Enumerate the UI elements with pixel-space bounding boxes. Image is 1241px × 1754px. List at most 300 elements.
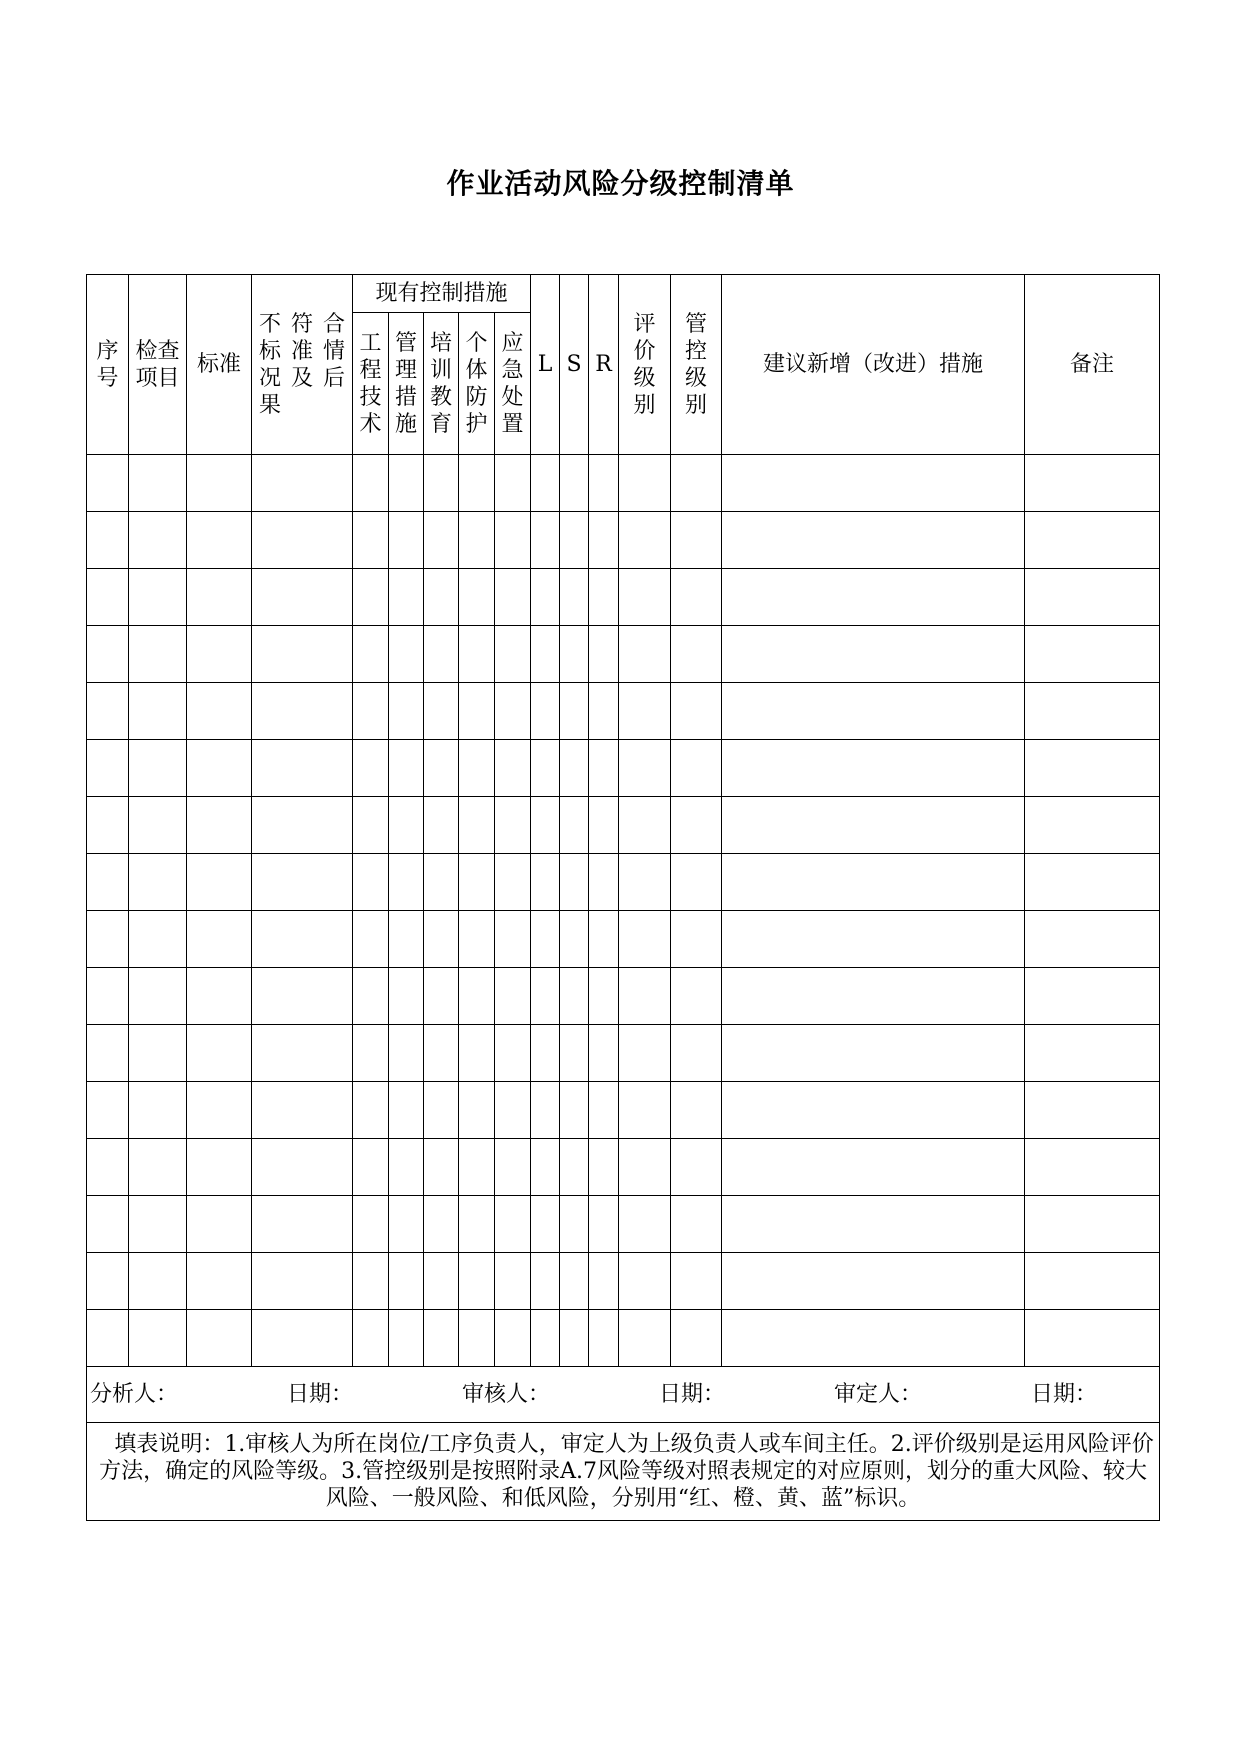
- table-cell[interactable]: [722, 626, 1025, 683]
- table-cell[interactable]: [722, 1253, 1025, 1310]
- signature-row: [87, 1367, 1160, 1423]
- table-cell[interactable]: [619, 455, 671, 512]
- table-cell[interactable]: [619, 512, 671, 569]
- table-cell[interactable]: [87, 1025, 129, 1082]
- header-control-management: 管理措施: [389, 313, 424, 455]
- table-cell[interactable]: [129, 740, 187, 797]
- table-cell[interactable]: [129, 626, 187, 683]
- table-cell[interactable]: [619, 911, 671, 968]
- table-cell[interactable]: [560, 512, 589, 569]
- table-cell[interactable]: [671, 455, 722, 512]
- table-cell[interactable]: [495, 626, 531, 683]
- table-cell[interactable]: [589, 683, 619, 740]
- table-cell[interactable]: [252, 1139, 353, 1196]
- table-cell[interactable]: [671, 740, 722, 797]
- table-cell[interactable]: [187, 626, 252, 683]
- table-cell[interactable]: [619, 569, 671, 626]
- table-cell[interactable]: [252, 968, 353, 1025]
- table-cell[interactable]: [424, 512, 459, 569]
- table-cell[interactable]: [560, 854, 589, 911]
- table-cell[interactable]: [589, 740, 619, 797]
- table-cell[interactable]: [589, 1310, 619, 1367]
- table-cell[interactable]: [671, 683, 722, 740]
- table-cell[interactable]: [459, 968, 495, 1025]
- table-cell[interactable]: [252, 626, 353, 683]
- table-cell[interactable]: [531, 626, 560, 683]
- table-cell[interactable]: [459, 1310, 495, 1367]
- table-row: [87, 1196, 1160, 1253]
- table-row: [87, 455, 1160, 512]
- table-cell[interactable]: [531, 1196, 560, 1253]
- table-cell[interactable]: [495, 740, 531, 797]
- table-cell[interactable]: [495, 968, 531, 1025]
- table-cell[interactable]: [389, 683, 424, 740]
- table-cell[interactable]: [187, 1025, 252, 1082]
- table-cell[interactable]: [129, 968, 187, 1025]
- table-cell[interactable]: [353, 683, 389, 740]
- table-cell[interactable]: [389, 1025, 424, 1082]
- table-cell[interactable]: [495, 512, 531, 569]
- table-cell[interactable]: [619, 797, 671, 854]
- table-cell[interactable]: [87, 1253, 129, 1310]
- table-cell[interactable]: [424, 1025, 459, 1082]
- table-cell[interactable]: [1025, 683, 1160, 740]
- table-cell[interactable]: [424, 854, 459, 911]
- table-cell[interactable]: [424, 797, 459, 854]
- risk-control-table: [86, 274, 1160, 1521]
- table-cell[interactable]: [495, 911, 531, 968]
- table-cell[interactable]: [1025, 1253, 1160, 1310]
- table-cell[interactable]: [459, 797, 495, 854]
- table-cell[interactable]: [353, 797, 389, 854]
- table-cell[interactable]: [252, 854, 353, 911]
- table-cell[interactable]: [531, 1025, 560, 1082]
- table-cell[interactable]: [619, 1253, 671, 1310]
- header-standard: 标准: [187, 275, 252, 455]
- header-controls-group: 现有控制措施: [353, 275, 531, 313]
- table-cell[interactable]: [722, 1082, 1025, 1139]
- table-cell[interactable]: [671, 1139, 722, 1196]
- table-cell[interactable]: [671, 512, 722, 569]
- table-cell[interactable]: [619, 1082, 671, 1139]
- table-cell[interactable]: [531, 1310, 560, 1367]
- table-cell[interactable]: [560, 683, 589, 740]
- table-cell[interactable]: [722, 968, 1025, 1025]
- table-cell[interactable]: [1025, 740, 1160, 797]
- table-cell[interactable]: [424, 968, 459, 1025]
- table-cell[interactable]: [389, 968, 424, 1025]
- table-cell[interactable]: [619, 740, 671, 797]
- table-cell[interactable]: [459, 1082, 495, 1139]
- table-cell[interactable]: [129, 1253, 187, 1310]
- table-cell[interactable]: [87, 1196, 129, 1253]
- table-cell[interactable]: [589, 1196, 619, 1253]
- table-cell[interactable]: [252, 740, 353, 797]
- table-cell[interactable]: [129, 512, 187, 569]
- table-cell[interactable]: [619, 626, 671, 683]
- table-cell[interactable]: [531, 569, 560, 626]
- table-cell[interactable]: [1025, 569, 1160, 626]
- table-cell[interactable]: [353, 1310, 389, 1367]
- table-cell[interactable]: [1025, 1025, 1160, 1082]
- table-cell[interactable]: [531, 1253, 560, 1310]
- table-cell[interactable]: [589, 1025, 619, 1082]
- table-cell[interactable]: [389, 1082, 424, 1139]
- table-cell[interactable]: [722, 1139, 1025, 1196]
- table-cell[interactable]: [353, 911, 389, 968]
- table-cell[interactable]: [129, 797, 187, 854]
- table-cell[interactable]: [129, 1082, 187, 1139]
- approver-label: 审定人：: [834, 1382, 923, 1407]
- table-cell[interactable]: [353, 569, 389, 626]
- table-cell[interactable]: [129, 1310, 187, 1367]
- table-cell[interactable]: [129, 1196, 187, 1253]
- table-cell[interactable]: [252, 512, 353, 569]
- table-cell[interactable]: [459, 455, 495, 512]
- table-cell[interactable]: [459, 683, 495, 740]
- table-cell[interactable]: [495, 1139, 531, 1196]
- table-cell[interactable]: [252, 1310, 353, 1367]
- table-cell[interactable]: [671, 1196, 722, 1253]
- table-cell[interactable]: [252, 569, 353, 626]
- table-cell[interactable]: [187, 455, 252, 512]
- table-cell[interactable]: [187, 1139, 252, 1196]
- table-cell[interactable]: [671, 1253, 722, 1310]
- table-cell[interactable]: [389, 911, 424, 968]
- table-cell[interactable]: [722, 854, 1025, 911]
- table-cell[interactable]: [187, 968, 252, 1025]
- table-cell[interactable]: [495, 1196, 531, 1253]
- table-cell[interactable]: [389, 797, 424, 854]
- header-ctrl-level: 管控级别: [671, 275, 722, 455]
- table-row: [87, 1139, 1160, 1196]
- table-cell[interactable]: [589, 626, 619, 683]
- table-cell[interactable]: [424, 455, 459, 512]
- table-cell[interactable]: [1025, 968, 1160, 1025]
- table-cell[interactable]: [459, 1253, 495, 1310]
- table-cell[interactable]: [424, 626, 459, 683]
- table-cell[interactable]: [353, 1253, 389, 1310]
- table-cell[interactable]: [495, 683, 531, 740]
- table-cell[interactable]: [424, 683, 459, 740]
- table-cell[interactable]: [459, 1196, 495, 1253]
- table-cell[interactable]: [252, 797, 353, 854]
- table-cell[interactable]: [722, 569, 1025, 626]
- table-cell[interactable]: [722, 797, 1025, 854]
- table-cell[interactable]: [389, 1139, 424, 1196]
- table-cell[interactable]: [531, 1082, 560, 1139]
- table-cell[interactable]: [459, 740, 495, 797]
- table-cell[interactable]: [187, 854, 252, 911]
- table-cell[interactable]: [560, 1025, 589, 1082]
- table-cell[interactable]: [531, 911, 560, 968]
- table-cell[interactable]: [87, 968, 129, 1025]
- table-cell[interactable]: [722, 1025, 1025, 1082]
- table-cell[interactable]: [389, 455, 424, 512]
- table-cell[interactable]: [129, 683, 187, 740]
- table-cell[interactable]: [560, 455, 589, 512]
- table-cell[interactable]: [671, 968, 722, 1025]
- table-cell[interactable]: [87, 455, 129, 512]
- table-cell[interactable]: [722, 740, 1025, 797]
- table-cell[interactable]: [589, 968, 619, 1025]
- table-cell[interactable]: [87, 854, 129, 911]
- header-seq: 序号: [87, 275, 129, 455]
- table-cell[interactable]: [87, 1082, 129, 1139]
- table-cell[interactable]: [459, 1139, 495, 1196]
- table-cell[interactable]: [129, 455, 187, 512]
- table-cell[interactable]: [187, 911, 252, 968]
- table-cell[interactable]: [619, 854, 671, 911]
- table-cell[interactable]: [87, 569, 129, 626]
- table-cell[interactable]: [589, 569, 619, 626]
- table-cell[interactable]: [129, 1139, 187, 1196]
- noncompliance-col-3: 合情后: [322, 311, 345, 391]
- table-cell[interactable]: [87, 740, 129, 797]
- table-cell[interactable]: [1025, 512, 1160, 569]
- table-cell[interactable]: [187, 569, 252, 626]
- table-cell[interactable]: [589, 455, 619, 512]
- table-row: [87, 626, 1160, 683]
- header-control-training: 培训教育: [424, 313, 459, 455]
- table-cell[interactable]: [87, 1139, 129, 1196]
- header-item: 检查项目: [129, 275, 187, 455]
- table-cell[interactable]: [531, 455, 560, 512]
- table-cell[interactable]: [1025, 854, 1160, 911]
- table-cell[interactable]: [495, 1253, 531, 1310]
- table-cell[interactable]: [87, 626, 129, 683]
- table-cell[interactable]: [589, 1139, 619, 1196]
- header-control-ppe: 个体防护: [459, 313, 495, 455]
- table-cell[interactable]: [589, 1082, 619, 1139]
- table-cell[interactable]: [1025, 797, 1160, 854]
- table-cell[interactable]: [87, 683, 129, 740]
- table-cell[interactable]: [187, 1196, 252, 1253]
- table-cell[interactable]: [619, 683, 671, 740]
- table-cell[interactable]: [671, 911, 722, 968]
- table-cell[interactable]: [389, 740, 424, 797]
- table-cell[interactable]: [252, 1253, 353, 1310]
- table-cell[interactable]: [389, 854, 424, 911]
- table-cell[interactable]: [722, 455, 1025, 512]
- table-cell[interactable]: [531, 797, 560, 854]
- table-cell[interactable]: [459, 1025, 495, 1082]
- table-cell[interactable]: [619, 1025, 671, 1082]
- table-cell[interactable]: [495, 455, 531, 512]
- table-cell[interactable]: [389, 569, 424, 626]
- table-cell[interactable]: [389, 1253, 424, 1310]
- table-cell[interactable]: [187, 683, 252, 740]
- page-title: 作业活动风险分级控制清单: [446, 167, 795, 200]
- table-cell[interactable]: [187, 740, 252, 797]
- table-cell[interactable]: [1025, 455, 1160, 512]
- table-cell[interactable]: [560, 797, 589, 854]
- table-cell[interactable]: [389, 512, 424, 569]
- table-cell[interactable]: [560, 1196, 589, 1253]
- analyst-label: 分析人：: [90, 1382, 179, 1407]
- table-cell[interactable]: [671, 1025, 722, 1082]
- table-cell[interactable]: [252, 683, 353, 740]
- table-cell[interactable]: [722, 1310, 1025, 1367]
- table-cell[interactable]: [560, 911, 589, 968]
- table-cell[interactable]: [671, 797, 722, 854]
- table-row: [87, 797, 1160, 854]
- table-cell[interactable]: [722, 683, 1025, 740]
- table-cell[interactable]: [187, 797, 252, 854]
- table-cell[interactable]: [353, 968, 389, 1025]
- header-control-emergency: 应急处置: [495, 313, 531, 455]
- table-cell[interactable]: [589, 854, 619, 911]
- table-cell[interactable]: [722, 911, 1025, 968]
- header-L: L: [531, 275, 560, 455]
- table-cell[interactable]: [353, 1139, 389, 1196]
- header-suggest: 建议新增（改进）措施: [722, 275, 1025, 455]
- table-cell[interactable]: [353, 455, 389, 512]
- table-row: [87, 1025, 1160, 1082]
- table-row: [87, 512, 1160, 569]
- table-cell[interactable]: [353, 1196, 389, 1253]
- table-cell[interactable]: [389, 1196, 424, 1253]
- table-cell[interactable]: [424, 1139, 459, 1196]
- table-row: [87, 1310, 1160, 1367]
- table-cell[interactable]: [459, 569, 495, 626]
- table-cell[interactable]: [495, 1025, 531, 1082]
- table-row: [87, 1253, 1160, 1310]
- table-cell[interactable]: [353, 740, 389, 797]
- table-cell[interactable]: [671, 854, 722, 911]
- table-cell[interactable]: [459, 626, 495, 683]
- table-cell[interactable]: [353, 854, 389, 911]
- table-cell[interactable]: [560, 626, 589, 683]
- table-cell[interactable]: [424, 911, 459, 968]
- table-cell[interactable]: [187, 1082, 252, 1139]
- table-cell[interactable]: [722, 512, 1025, 569]
- table-cell[interactable]: [87, 911, 129, 968]
- table-cell[interactable]: [129, 569, 187, 626]
- table-cell[interactable]: [619, 1310, 671, 1367]
- table-row: [87, 569, 1160, 626]
- table-cell[interactable]: [1025, 626, 1160, 683]
- table-cell[interactable]: [495, 1310, 531, 1367]
- table-cell[interactable]: [459, 854, 495, 911]
- table-cell[interactable]: [671, 626, 722, 683]
- table-cell[interactable]: [619, 968, 671, 1025]
- table-cell[interactable]: [87, 512, 129, 569]
- table-cell[interactable]: [187, 512, 252, 569]
- table-cell[interactable]: [424, 1253, 459, 1310]
- table-cell[interactable]: [459, 512, 495, 569]
- table-cell[interactable]: [424, 1196, 459, 1253]
- table-cell[interactable]: [722, 1196, 1025, 1253]
- table-cell[interactable]: [1025, 1139, 1160, 1196]
- table-cell[interactable]: [129, 911, 187, 968]
- table-cell[interactable]: [424, 1082, 459, 1139]
- date-label-2: 日期：: [659, 1382, 726, 1407]
- table-cell[interactable]: [589, 797, 619, 854]
- table-cell[interactable]: [1025, 1082, 1160, 1139]
- table-cell[interactable]: [531, 854, 560, 911]
- table-row: [87, 683, 1160, 740]
- table-cell[interactable]: [560, 740, 589, 797]
- table-cell[interactable]: [1025, 1196, 1160, 1253]
- table-cell[interactable]: [252, 1196, 353, 1253]
- table-row: [87, 968, 1160, 1025]
- table-cell[interactable]: [531, 512, 560, 569]
- table-cell[interactable]: [187, 1310, 252, 1367]
- header-control-engineering: 工程技术: [353, 313, 389, 455]
- table-cell[interactable]: [353, 512, 389, 569]
- table-cell[interactable]: [353, 626, 389, 683]
- table-cell[interactable]: [187, 1253, 252, 1310]
- table-cell[interactable]: [353, 1082, 389, 1139]
- table-cell[interactable]: [589, 911, 619, 968]
- table-cell[interactable]: [252, 455, 353, 512]
- table-row: [87, 1082, 1160, 1139]
- table-cell[interactable]: [87, 1310, 129, 1367]
- table-cell[interactable]: [495, 569, 531, 626]
- header-remark: 备注: [1025, 275, 1160, 455]
- table-row: [87, 740, 1160, 797]
- table-cell[interactable]: [495, 854, 531, 911]
- table-cell[interactable]: [560, 569, 589, 626]
- header-R: R: [589, 275, 619, 455]
- table-cell[interactable]: [671, 1082, 722, 1139]
- table-cell[interactable]: [560, 1082, 589, 1139]
- table-cell[interactable]: [589, 512, 619, 569]
- table-cell[interactable]: [671, 569, 722, 626]
- table-cell[interactable]: [424, 740, 459, 797]
- table-cell[interactable]: [619, 1139, 671, 1196]
- table-cell[interactable]: [424, 569, 459, 626]
- reviewer-label: 审核人：: [462, 1382, 551, 1407]
- table-cell[interactable]: [1025, 1310, 1160, 1367]
- table-cell[interactable]: [129, 1025, 187, 1082]
- table-cell[interactable]: [619, 1196, 671, 1253]
- fill-instructions-text: 填表说明：1.审核人为所在岗位/工序负责人，审定人为上级负责人或车间主任。2.评价级别是运用风险评价方法，确定的风险等级。3.管控级别是按照附录A.7风险等级对照表规定的对应原则，划分的重大风险、较大风险、一般风险、和低风险，分别用“红、橙、黄、蓝”标识。: [99, 1432, 1154, 1511]
- table-row: [87, 911, 1160, 968]
- fill-instructions: [87, 1423, 1160, 1521]
- noncompliance-col-2: 符准及: [290, 311, 313, 391]
- table-cell[interactable]: [1025, 911, 1160, 968]
- table-cell[interactable]: [129, 854, 187, 911]
- table-cell[interactable]: [495, 797, 531, 854]
- table-cell[interactable]: [495, 1082, 531, 1139]
- header-noncompliance: [252, 275, 353, 455]
- table-cell[interactable]: [531, 1139, 560, 1196]
- table-cell[interactable]: [531, 683, 560, 740]
- table-cell[interactable]: [389, 1310, 424, 1367]
- table-cell[interactable]: [87, 797, 129, 854]
- table-cell[interactable]: [671, 1310, 722, 1367]
- table-cell[interactable]: [252, 1025, 353, 1082]
- table-cell[interactable]: [389, 626, 424, 683]
- table-cell[interactable]: [560, 1310, 589, 1367]
- table-cell[interactable]: [353, 1025, 389, 1082]
- table-cell[interactable]: [589, 1253, 619, 1310]
- table-row: [87, 854, 1160, 911]
- table-cell[interactable]: [424, 1310, 459, 1367]
- table-cell[interactable]: [252, 1082, 353, 1139]
- table-cell[interactable]: [560, 1139, 589, 1196]
- table-cell[interactable]: [560, 968, 589, 1025]
- table-cell[interactable]: [531, 740, 560, 797]
- noncompliance-col-1: 不标况果: [258, 311, 281, 418]
- table-cell[interactable]: [531, 968, 560, 1025]
- table-cell[interactable]: [560, 1253, 589, 1310]
- table-cell[interactable]: [459, 911, 495, 968]
- table-cell[interactable]: [252, 911, 353, 968]
- header-eval-level: 评价级别: [619, 275, 671, 455]
